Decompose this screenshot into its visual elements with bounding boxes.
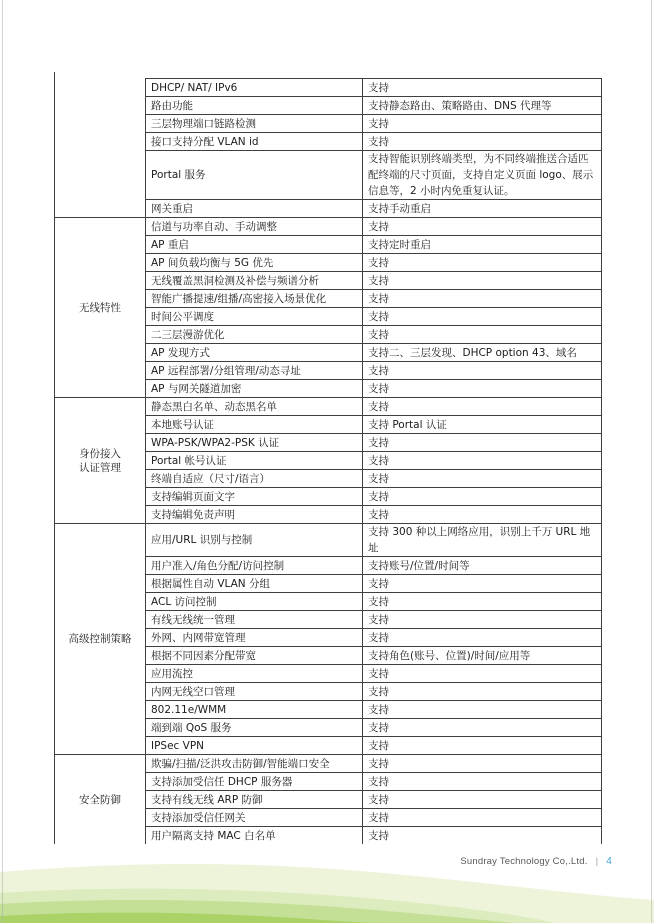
support-cell: 支持二、三层发现、DHCP option 43、域名 [363, 344, 602, 362]
feature-cell: 本地账号认证 [146, 416, 363, 434]
support-cell: 支持智能识别终端类型，为不同终端推送合适匹配终端的尺寸页面，支持自定义页面 logo、展示信息等，2 小时内免重复认证。 [363, 151, 602, 200]
feature-cell: 应用流控 [146, 665, 363, 683]
support-cell: 支持 [363, 506, 602, 524]
support-cell: 支持 [363, 827, 602, 845]
support-cell: 支持 [363, 773, 602, 791]
spec-table-wrap [54, 78, 602, 844]
feature-cell: AP 间负载均衡与 5G 优先 [146, 254, 363, 272]
spec-table [54, 78, 602, 844]
support-cell: 支持 [363, 737, 602, 755]
feature-cell: 用户隔离支持 MAC 白名单 [146, 827, 363, 845]
feature-cell: DHCP/ NAT/ IPv6 [146, 79, 363, 97]
feature-cell: 网关重启 [146, 200, 363, 218]
category-cell [55, 755, 146, 845]
category-label: 安全防御 [79, 793, 121, 806]
table-row [55, 218, 602, 236]
feature-cell: 根据不同因素分配带宽 [146, 647, 363, 665]
feature-cell: 二三层漫游优化 [146, 326, 363, 344]
support-cell: 支持 300 种以上网络应用，识别上千万 URL 地址 [363, 524, 602, 557]
feature-cell: IPSec VPN [146, 737, 363, 755]
support-cell: 支持 [363, 254, 602, 272]
category-label: 高级控制策略 [68, 633, 132, 645]
feature-cell: 根据属性自动 VLAN 分组 [146, 575, 363, 593]
support-cell: 支持 [363, 380, 602, 398]
feature-cell: AP 远程部署/分组管理/动态寻址 [146, 362, 363, 380]
category-label: 无线特性 [79, 301, 121, 314]
table-row [55, 524, 602, 557]
feature-cell: WPA-PSK/WPA2-PSK 认证 [146, 434, 363, 452]
feature-cell: 端到端 QoS 服务 [146, 719, 363, 737]
feature-cell: 信道与功率自动、手动调整 [146, 218, 363, 236]
support-cell: 支持角色(账号、位置)/时间/应用等 [363, 647, 602, 665]
support-cell: 支持 [363, 611, 602, 629]
support-cell: 支持 [363, 593, 602, 611]
category-cell [55, 524, 146, 755]
feature-cell: AP 发现方式 [146, 344, 363, 362]
support-cell: 支持手动重启 [363, 200, 602, 218]
feature-cell: 欺骗/扫描/泛洪攻击防御/智能端口安全 [146, 755, 363, 773]
table-row [55, 755, 602, 773]
support-cell: 支持 [363, 218, 602, 236]
spec-table-body [55, 79, 602, 845]
feature-cell: 支持编辑页面文字 [146, 488, 363, 506]
support-cell: 支持 [363, 434, 602, 452]
feature-cell: ACL 访问控制 [146, 593, 363, 611]
category-cell [55, 218, 146, 398]
page-edge-left [2, 0, 3, 923]
support-cell: 支持 [363, 488, 602, 506]
support-cell: 支持 [363, 272, 602, 290]
company-name: Sundray Technology Co,.Ltd. [460, 856, 588, 867]
feature-cell: 时间公平调度 [146, 308, 363, 326]
feature-cell: 支持有线无线 ARP 防御 [146, 791, 363, 809]
feature-cell: Portal 服务 [146, 151, 363, 200]
feature-cell: 有线无线统一管理 [146, 611, 363, 629]
support-cell: 支持 [363, 115, 602, 133]
support-cell: 支持 Portal 认证 [363, 416, 602, 434]
feature-cell: AP 重启 [146, 236, 363, 254]
support-cell: 支持 [363, 470, 602, 488]
support-cell: 支持 [363, 665, 602, 683]
feature-cell: 支持编辑免责声明 [146, 506, 363, 524]
feature-cell: 智能广播提速/组播/高密接入场景优化 [146, 290, 363, 308]
support-cell: 支持 [363, 809, 602, 827]
footer [460, 856, 612, 867]
feature-cell: 终端自适应（尺寸/语言） [146, 470, 363, 488]
support-cell: 支持 [363, 452, 602, 470]
feature-cell: 三层物理端口链路检测 [146, 115, 363, 133]
feature-cell: 用户准入/角色分配/访问控制 [146, 557, 363, 575]
category-cell [55, 79, 146, 218]
support-cell: 支持 [363, 701, 602, 719]
support-cell: 支持 [363, 326, 602, 344]
support-cell: 支持 [363, 683, 602, 701]
support-cell: 支持 [363, 791, 602, 809]
category-label: 认证管理 [79, 461, 121, 474]
feature-cell: 静态黑白名单、动态黑名单 [146, 398, 363, 416]
table-row [55, 79, 602, 97]
support-cell: 支持 [363, 398, 602, 416]
feature-cell: Portal 帐号认证 [146, 452, 363, 470]
support-cell: 支持静态路由、策略路由、DNS 代理等 [363, 97, 602, 115]
support-cell: 支持 [363, 719, 602, 737]
feature-cell: 支持添加受信任网关 [146, 809, 363, 827]
category-cell [55, 398, 146, 524]
page-number: 4 [606, 856, 612, 867]
feature-cell: 无线覆盖黑洞检测及补偿与频谱分析 [146, 272, 363, 290]
page-edge-right [651, 0, 652, 923]
support-cell: 支持 [363, 575, 602, 593]
feature-cell: 应用/URL 识别与控制 [146, 524, 363, 557]
footer-separator: | [595, 856, 599, 867]
table-row [55, 398, 602, 416]
support-cell: 支持 [363, 290, 602, 308]
category-label: 身份接入 [79, 447, 121, 460]
feature-cell: 内网无线空口管理 [146, 683, 363, 701]
feature-cell: 外网、内网带宽管理 [146, 629, 363, 647]
support-cell: 支持 [363, 629, 602, 647]
support-cell: 支持 [363, 308, 602, 326]
feature-cell: 支持添加受信任 DHCP 服务器 [146, 773, 363, 791]
feature-cell: AP 与网关隧道加密 [146, 380, 363, 398]
support-cell: 支持 [363, 79, 602, 97]
feature-cell: 802.11e/WMM [146, 701, 363, 719]
feature-cell: 接口支持分配 VLAN id [146, 133, 363, 151]
support-cell: 支持账号/位置/时间等 [363, 557, 602, 575]
feature-cell: 路由功能 [146, 97, 363, 115]
support-cell: 支持定时重启 [363, 236, 602, 254]
support-cell: 支持 [363, 133, 602, 151]
support-cell: 支持 [363, 755, 602, 773]
support-cell: 支持 [363, 362, 602, 380]
